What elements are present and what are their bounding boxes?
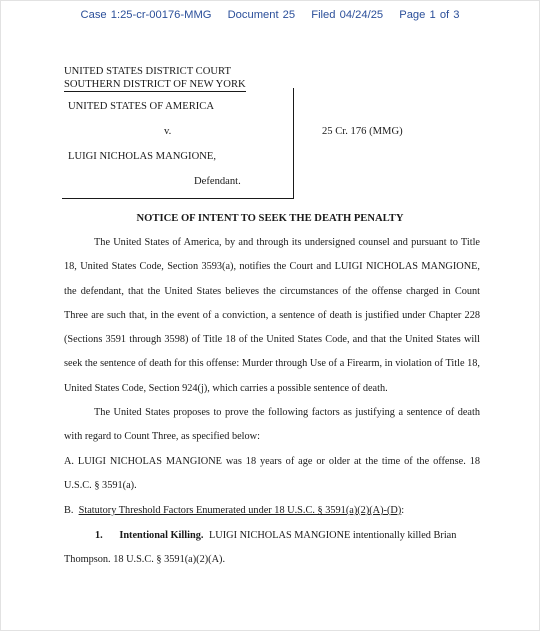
- factor-1-text: LUIGI NICHOLAS MANGIONE intentionally killed Brian: [209, 530, 457, 541]
- filed-date: Filed 04/24/25: [311, 9, 384, 21]
- factor-1-number: 1.: [95, 530, 103, 541]
- item-b-title: Statutory Threshold Factors Enumerated under 18 U.S.C. § 3591(a)(2)(A)-(D): [78, 505, 402, 516]
- caption-versus: v.: [164, 126, 172, 137]
- case-docket-number: 25 Cr. 176 (MMG): [322, 126, 403, 137]
- document-number: Document 25: [227, 9, 296, 21]
- item-b-label: B.: [64, 505, 74, 516]
- item-a-age: A. LUIGI NICHOLAS MANGIONE was 18 years of age or older at the time of the offense. 18 U.S.C. § 3591(a).: [64, 456, 480, 492]
- caption-defendant-role: Defendant.: [194, 176, 241, 187]
- factor-1-line: [95, 530, 456, 541]
- court-name-line1: UNITED STATES DISTRICT COURT: [64, 66, 231, 77]
- item-b-heading: [64, 505, 404, 516]
- caption-defendant-name: LUIGI NICHOLAS MANGIONE,: [68, 151, 217, 162]
- paragraph-factors-intro: The United States proposes to prove the following factors as justifying a sentence of death with regard to Count Three, as specified below:: [64, 407, 480, 443]
- caption-plaintiff: UNITED STATES OF AMERICA: [68, 101, 214, 112]
- item-b-colon: :: [401, 505, 405, 516]
- factor-1-heading: Intentional Killing.: [119, 530, 204, 541]
- court-name-line2: SOUTHERN DISTRICT OF NEW YORK: [64, 79, 246, 93]
- factor-1-continuation: Thompson. 18 U.S.C. § 3591(a)(2)(A).: [64, 554, 226, 565]
- document-title: NOTICE OF INTENT TO SEEK THE DEATH PENALTY: [136, 213, 404, 224]
- case-number: Case 1:25-cr-00176-MMG: [80, 9, 212, 21]
- ecf-filing-header: [0, 9, 540, 21]
- page-indicator: Page 1 of 3: [399, 9, 460, 21]
- paragraph-notice: The United States of America, by and through its undersigned counsel and pursuant to Title 18, United States Code, Section 3593(a), notifies the Court and LUIGI NICHOLAS MANGIONE, the defendant, that the United States believes the circumstances of the offense charged in Count Three are such that, in the event of a conviction, a sentence of death is justified under Chapter 228 (Sections 3591 through 3598) of Title 18 of the United States Code, and that the United States will seek the sentence of death for this offense: Murder through Use of a Firearm, in violation of Title 18, United States Code, Section 924(j), which carries a possible sentence of death.: [64, 237, 480, 394]
